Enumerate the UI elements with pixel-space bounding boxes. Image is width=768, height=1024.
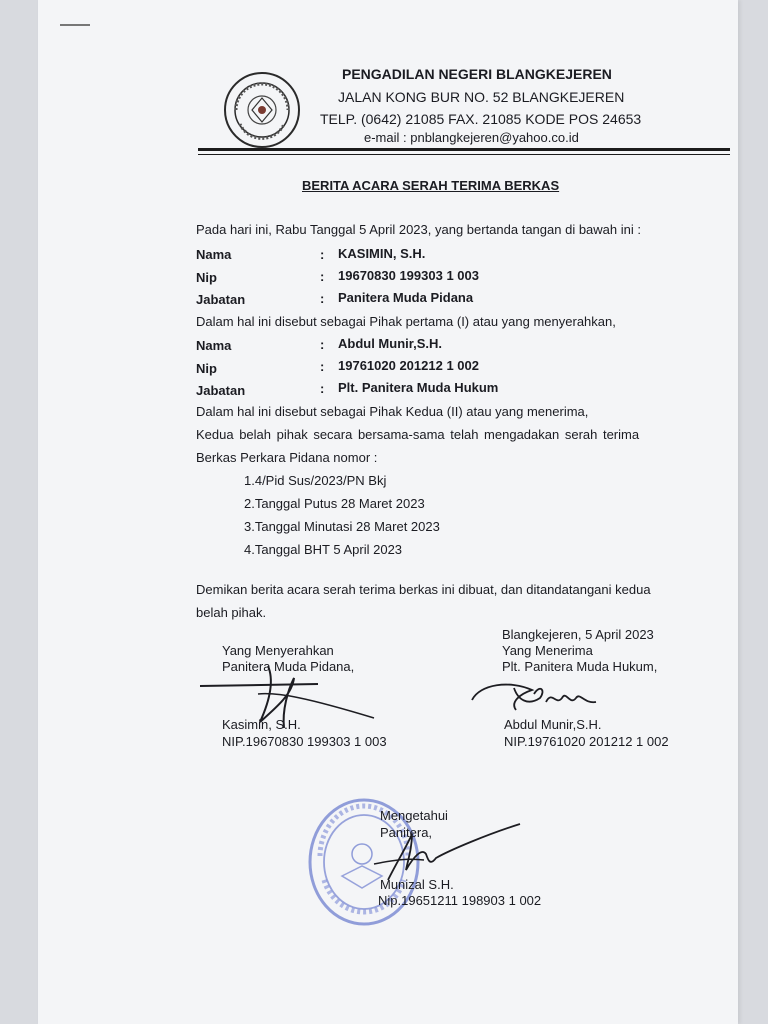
left-signer-role-2: Panitera Muda Pidana,: [222, 659, 355, 674]
list-item: 4.Tanggal BHT 5 April 2023: [244, 542, 403, 557]
right-handwritten-signature: [470, 676, 600, 716]
colon: :: [320, 269, 325, 284]
closing-line-2: belah pihak.: [196, 605, 267, 620]
institution-address: JALAN KONG BUR NO. 52 BLANGKEJEREN: [338, 89, 625, 105]
header-rule-thin: [198, 154, 730, 155]
second-party-note: Dalam hal ini disebut sebagai Pihak Kedua (II) atau yang menerima,: [196, 404, 589, 419]
first-party-note: Dalam hal ini disebut sebagai Pihak pertama (I) atau yang menyerahkan,: [196, 314, 616, 329]
document-page: [38, 0, 738, 1024]
court-seal-logo: [222, 70, 302, 150]
body-line-1: Kedua belah pihak secara bersama-sama telah mengadakan serah terima: [196, 427, 640, 442]
list-item: 1.4/Pid Sus/2023/PN Bkj: [244, 473, 387, 488]
first-party-position-label: Jabatan: [196, 292, 246, 307]
center-signer-role-2: Panitera,: [380, 825, 433, 840]
second-party-position-label: Jabatan: [196, 383, 246, 398]
first-party-name: KASIMIN, S.H.: [338, 246, 426, 261]
place-date: Blangkejeren, 5 April 2023: [502, 627, 654, 642]
center-signer-name: Munizal S.H.: [380, 877, 454, 892]
center-signer-role-1: Mengetahui: [380, 808, 448, 823]
right-signer-role-1: Yang Menerima: [502, 643, 593, 658]
intro-text: Pada hari ini, Rabu Tanggal 5 April 2023, yang bertanda tangan di bawah ini :: [196, 222, 641, 237]
first-party-name-label: Nama: [196, 247, 232, 262]
second-party-nip: 19761020 201212 1 002: [338, 358, 479, 373]
second-party-position: Plt. Panitera Muda Hukum: [338, 380, 499, 395]
right-signer-nip: NIP.19761020 201212 1 002: [504, 734, 669, 749]
left-signer-name: Kasimin, S.H.: [222, 717, 301, 732]
closing-line-1: Demikan berita acara serah terima berkas ini dibuat, dan ditandatangani kedua: [196, 582, 651, 597]
second-party-name: Abdul Munir,S.H.: [338, 336, 442, 351]
colon: :: [320, 337, 325, 352]
colon: :: [320, 381, 325, 396]
right-signer-name: Abdul Munir,S.H.: [504, 717, 602, 732]
left-signer-nip: NIP.19670830 199303 1 003: [222, 734, 387, 749]
colon: :: [320, 291, 325, 306]
colon: :: [320, 247, 325, 262]
institution-name: PENGADILAN NEGERI BLANGKEJEREN: [342, 66, 612, 82]
left-signer-role-1: Yang Menyerahkan: [222, 643, 334, 658]
institution-email: e-mail : pnblangkejeren@yahoo.co.id: [364, 130, 579, 145]
first-party-position: Panitera Muda Pidana: [338, 290, 474, 305]
first-party-nip-label: Nip: [196, 270, 217, 285]
second-party-nip-label: Nip: [196, 361, 217, 376]
colon: :: [320, 359, 325, 374]
second-party-name-label: Nama: [196, 338, 232, 353]
right-signer-role-2: Plt. Panitera Muda Hukum,: [502, 659, 658, 674]
first-party-nip: 19670830 199303 1 003: [338, 268, 479, 283]
document-title: BERITA ACARA SERAH TERIMA BERKAS: [302, 178, 560, 193]
institution-phone: TELP. (0642) 21085 FAX. 21085 KODE POS 24653: [320, 111, 642, 127]
scan-mark: [60, 24, 90, 26]
header-rule-thick: [198, 148, 730, 151]
body-line-2: Berkas Perkara Pidana nomor :: [196, 450, 378, 465]
list-item: 3.Tanggal Minutasi 28 Maret 2023: [244, 519, 440, 534]
center-signer-nip: Nip.19651211 198903 1 002: [378, 893, 542, 908]
list-item: 2.Tanggal Putus 28 Maret 2023: [244, 496, 425, 511]
